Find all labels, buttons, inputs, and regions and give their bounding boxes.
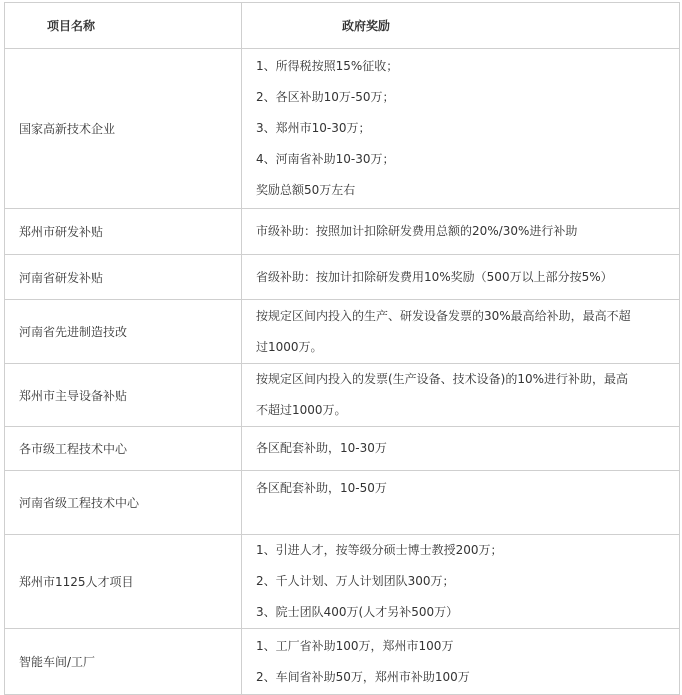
reward-cell — [242, 49, 680, 209]
reward-line: 奖励总额50万左右 — [256, 183, 356, 197]
reward-line: 1、引进人才，按等级分硕士博士教授200万； — [256, 543, 503, 557]
reward-line: 2、车间省补助50万，郑州市补助100万 — [256, 669, 470, 684]
table-header-row — [5, 3, 680, 49]
table-row — [5, 535, 680, 629]
reward-line: 3、郑州市10-30万； — [256, 121, 371, 135]
table-row — [5, 300, 680, 364]
reward-line: 不超过1000万。 — [256, 403, 347, 417]
table-row — [5, 49, 680, 209]
reward-line: 省级补助：按加计扣除研发费用10%奖励（500万以上部分按5%） — [256, 269, 613, 284]
reward-line: 4、河南省补助10-30万； — [256, 152, 395, 166]
reward-table — [4, 2, 680, 695]
project-name: 国家高新技术企业 — [5, 49, 242, 209]
project-name: 郑州市1125人才项目 — [5, 535, 242, 629]
table-row — [5, 255, 680, 300]
reward-line: 1、所得税按照15%征收； — [256, 59, 399, 73]
reward-cell — [242, 300, 680, 364]
project-name: 河南省级工程技术中心 — [5, 471, 242, 535]
reward-cell — [242, 364, 680, 427]
reward-cell — [242, 629, 680, 695]
reward-line: 按规定区间内投入的生产、研发设备发票的30%最高给补助，最高不超 — [256, 308, 631, 323]
project-name: 各市级工程技术中心 — [5, 427, 242, 471]
reward-line: 2、各区补助10万-50万； — [256, 90, 395, 104]
reward-line: 按规定区间内投入的发票(生产设备、技术设备)的10%进行补助，最高 — [256, 372, 629, 386]
table-row — [5, 629, 680, 695]
project-name: 郑州市研发补贴 — [5, 209, 242, 255]
table-row — [5, 364, 680, 427]
reward-cell — [242, 471, 680, 535]
project-name: 河南省研发补贴 — [5, 255, 242, 300]
column-header-reward: 政府奖励 — [242, 3, 680, 49]
reward-line: 过1000万。 — [256, 339, 323, 354]
project-name: 郑州市主导设备补贴 — [5, 364, 242, 427]
column-header-project: 项目名称 — [5, 3, 242, 49]
reward-cell — [242, 427, 680, 471]
table-row — [5, 427, 680, 471]
reward-line: 1、工厂省补助100万，郑州市100万 — [256, 638, 454, 653]
reward-line: 各区配套补助，10-30万 — [256, 441, 387, 455]
reward-cell — [242, 255, 680, 300]
table-row — [5, 471, 680, 535]
table-row — [5, 209, 680, 255]
reward-line: 各区配套补助，10-50万 — [256, 481, 387, 495]
reward-line: 市级补助：按照加计扣除研发费用总额的20%/30%进行补助 — [256, 224, 578, 238]
reward-line: 2、千人计划、万人计划团队300万； — [256, 574, 455, 588]
reward-cell — [242, 535, 680, 629]
reward-cell — [242, 209, 680, 255]
reward-line: 3、院士团队400万(人才另补500万） — [256, 605, 459, 619]
project-name: 河南省先进制造技改 — [5, 300, 242, 364]
project-name: 智能车间/工厂 — [5, 629, 242, 695]
